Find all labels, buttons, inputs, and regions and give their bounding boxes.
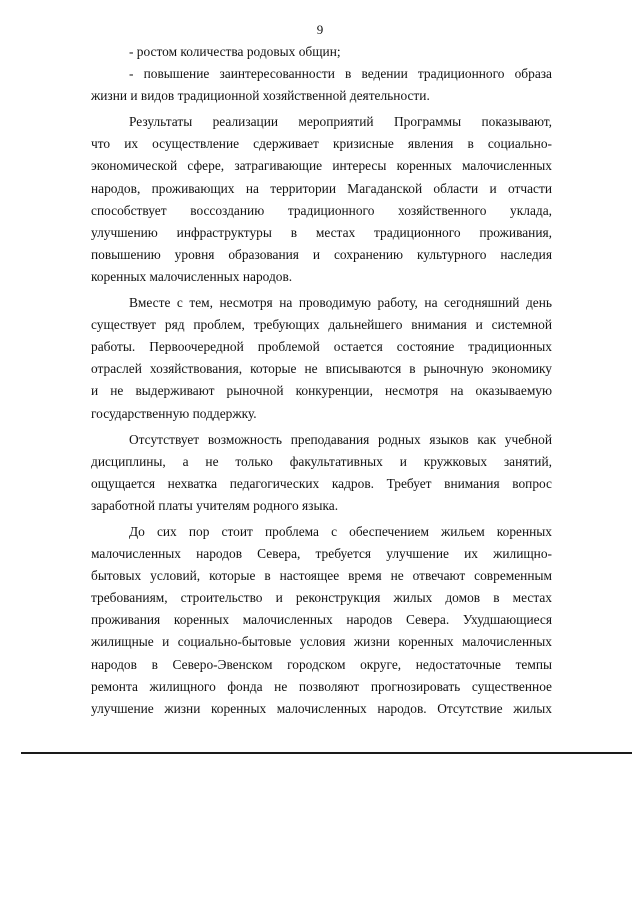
body-text: [91, 41, 552, 720]
text-line: повышению уровня образования и сохранению культурного наследия: [91, 246, 552, 262]
text-line: отраслей хозяйствования, которые не вписываются в рыночную экономику: [91, 361, 552, 377]
text-line: проживания коренных малочисленных народов Севера. Ухудшающиеся: [91, 612, 552, 628]
text-line: жизни и видов традиционной хозяйственной деятельности.: [91, 88, 430, 104]
text-line: и не выдерживают рыночной конкуренции, несмотря на оказываемую: [91, 383, 552, 399]
text-line: народов в Северо-Эвенском городском округе, недостаточные темпы: [91, 656, 552, 672]
paragraph-4: [91, 292, 552, 425]
text-line: коренных малочисленных народов.: [91, 268, 293, 284]
text-line: государственную поддержку.: [91, 405, 257, 421]
text-line: ремонта жилищного фонда не позволяют прогнозировать существенное: [91, 678, 552, 694]
text-line: Результаты реализации мероприятий Программы показывают,: [129, 114, 552, 130]
text-line: До сих пор стоит проблема с обеспечением жильем коренных: [129, 523, 552, 539]
text-line: - повышение заинтересованности в ведении традиционного образа: [129, 66, 552, 82]
text-line: существует ряд проблем, требующих дальнейшего внимания и системной: [91, 317, 552, 333]
paragraph-1: [91, 41, 552, 63]
text-line: ощущается нехватка педагогических кадров. Требует внимания вопрос: [91, 475, 552, 491]
text-line: бытовых условий, которые в настоящее время не отвечают современным: [91, 568, 552, 584]
text-line: дисциплины, а не только факультативных и кружковых занятий,: [91, 453, 552, 469]
text-line: что их осуществление сдерживает кризисные явления в социально-: [91, 136, 552, 152]
paragraph-6: [91, 521, 552, 720]
text-line: - ростом количества родовых общин;: [129, 44, 341, 59]
footer-divider: [21, 752, 632, 754]
page-number: 9: [316, 22, 324, 37]
text-line: Вместе с тем, несмотря на проводимую работу, на сегодняшний день: [129, 295, 552, 311]
text-line: улучшение жизни коренных малочисленных народов. Отсутствие жилых: [91, 700, 552, 716]
text-line: работы. Первоочередной проблемой остается состояние традиционных: [91, 339, 552, 355]
text-line: экономической сфере, затрагивающие интересы коренных малочисленных: [91, 158, 552, 174]
text-line: заработной платы учителям родного языка.: [91, 497, 339, 513]
text-line: способствует воссозданию традиционного хозяйственного уклада,: [91, 202, 552, 218]
text-line: требованиям, строительство и реконструкция жилых домов в местах: [91, 590, 552, 606]
paragraph-2: [91, 63, 552, 107]
text-line: малочисленных народов Севера, требуется улучшение их жилищно-: [91, 546, 552, 562]
text-line: жилищные и социально-бытовые условия жизни коренных малочисленных: [91, 634, 552, 650]
text-line: народов, проживающих на территории Магаданской области и отчасти: [91, 180, 552, 196]
text-line: улучшению инфраструктуры в местах традиционного проживания,: [91, 224, 552, 240]
paragraph-3: [91, 111, 552, 288]
paragraph-5: [91, 429, 552, 517]
text-line: Отсутствует возможность преподавания родных языков как учебной: [129, 431, 552, 447]
